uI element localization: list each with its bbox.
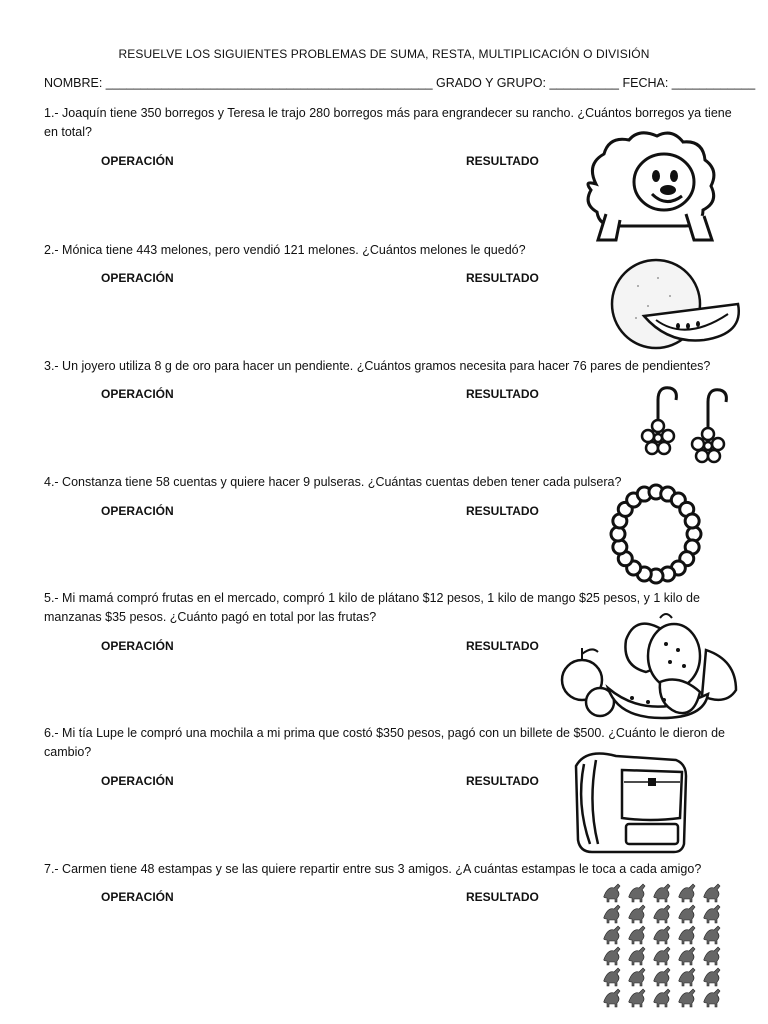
dinosaur-sticker (604, 926, 620, 944)
problem-4-operation-label: OPERACIÓN (101, 504, 174, 518)
dinosaur-sticker (679, 989, 695, 1007)
problem-6-operation-label: OPERACIÓN (101, 774, 174, 788)
problem-3-text: 3.- Un joyero utiliza 8 g de oro para hacer un pendiente. ¿Cuántos gramos necesita para hacer 76 pares de pendientes? (44, 359, 711, 373)
dinosaur-sticker (629, 884, 645, 902)
dinosaur-sticker (704, 926, 720, 944)
student-info-line[interactable]: NOMBRE: _______________________________________________ GRADO Y GRUPO: __________ FECHA: ____________ (44, 76, 756, 90)
dinosaur-sticker (629, 968, 645, 986)
problem-7-operation-label: OPERACIÓN (101, 890, 174, 904)
problem-5-result-label: RESULTADO (466, 639, 539, 653)
dinosaur-sticker (654, 884, 670, 902)
dinosaur-sticker (679, 905, 695, 923)
bracelet-icon (608, 482, 704, 586)
problem-5-text: 5.- Mi mamá compró frutas en el mercado, compró 1 kilo de plátano $12 pesos, 1 kilo de mango $25 pesos, y 1 kilo de manzanas $35 pesos. ¿Cuánto pagó en total por las frutas? (44, 591, 700, 624)
fruits-icon (556, 610, 748, 722)
dinosaur-sticker (679, 926, 695, 944)
problem-2-result-label: RESULTADO (466, 271, 539, 285)
problem-5-operation-label: OPERACIÓN (101, 639, 174, 653)
dinosaur-sticker (704, 905, 720, 923)
dinosaur-sticker (704, 968, 720, 986)
dinosaur-sticker (704, 884, 720, 902)
sheep-icon (576, 124, 736, 246)
problem-7-text: 7.- Carmen tiene 48 estampas y se las quiere repartir entre sus 3 amigos. ¿A cuántas estampas le toca a cada amigo? (44, 862, 702, 876)
stickers-icon (598, 876, 728, 1008)
problem-1-text: 1.- Joaquín tiene 350 borregos y Teresa le trajo 280 borregos más para engrandecer su rancho. ¿Cuántos borregos ya tiene en total? (44, 106, 732, 139)
dinosaur-sticker (704, 989, 720, 1007)
problem-6-result-label: RESULTADO (466, 774, 539, 788)
problem-2-text: 2.- Mónica tiene 443 melones, pero vendió 121 melones. ¿Cuántos melones le quedó? (44, 243, 526, 257)
melon-icon (608, 256, 748, 356)
bead (685, 514, 699, 528)
dinosaur-sticker (629, 947, 645, 965)
problem-7-result-label: RESULTADO (466, 890, 539, 904)
dinosaur-sticker (654, 968, 670, 986)
dinosaur-sticker (679, 947, 695, 965)
dinosaur-sticker (629, 905, 645, 923)
dinosaur-sticker (679, 884, 695, 902)
dinosaur-sticker (654, 989, 670, 1007)
problem-3-operation-label: OPERACIÓN (101, 387, 174, 401)
dinosaur-sticker (629, 926, 645, 944)
earrings-icon (630, 380, 730, 472)
problem-6-text: 6.- Mi tía Lupe le compró una mochila a mi prima que costó $350 pesos, pagó con un billete de $500. ¿Cuánto le dieron de cambio? (44, 726, 725, 759)
backpack-icon (552, 746, 692, 856)
problem-3-result-label: RESULTADO (466, 387, 539, 401)
dinosaur-sticker (654, 926, 670, 944)
dinosaur-sticker (604, 947, 620, 965)
dinosaur-sticker (604, 968, 620, 986)
problem-2-operation-label: OPERACIÓN (101, 271, 174, 285)
dinosaur-sticker (679, 968, 695, 986)
dinosaur-sticker (654, 947, 670, 965)
problem-1-result-label: RESULTADO (466, 154, 539, 168)
dinosaur-sticker (604, 884, 620, 902)
problem-1-operation-label: OPERACIÓN (101, 154, 174, 168)
dinosaur-sticker (604, 989, 620, 1007)
dinosaur-sticker (604, 905, 620, 923)
worksheet-title: RESUELVE LOS SIGUIENTES PROBLEMAS DE SUMA, RESTA, MULTIPLICACIÓN O DIVISIÓN (118, 47, 650, 61)
problem-4-result-label: RESULTADO (466, 504, 539, 518)
dinosaur-sticker (704, 947, 720, 965)
dinosaur-sticker (654, 905, 670, 923)
dinosaur-sticker (629, 989, 645, 1007)
problem-4-text: 4.- Constanza tiene 58 cuentas y quiere hacer 9 pulseras. ¿Cuántas cuentas deben tener cada pulsera? (44, 475, 622, 489)
